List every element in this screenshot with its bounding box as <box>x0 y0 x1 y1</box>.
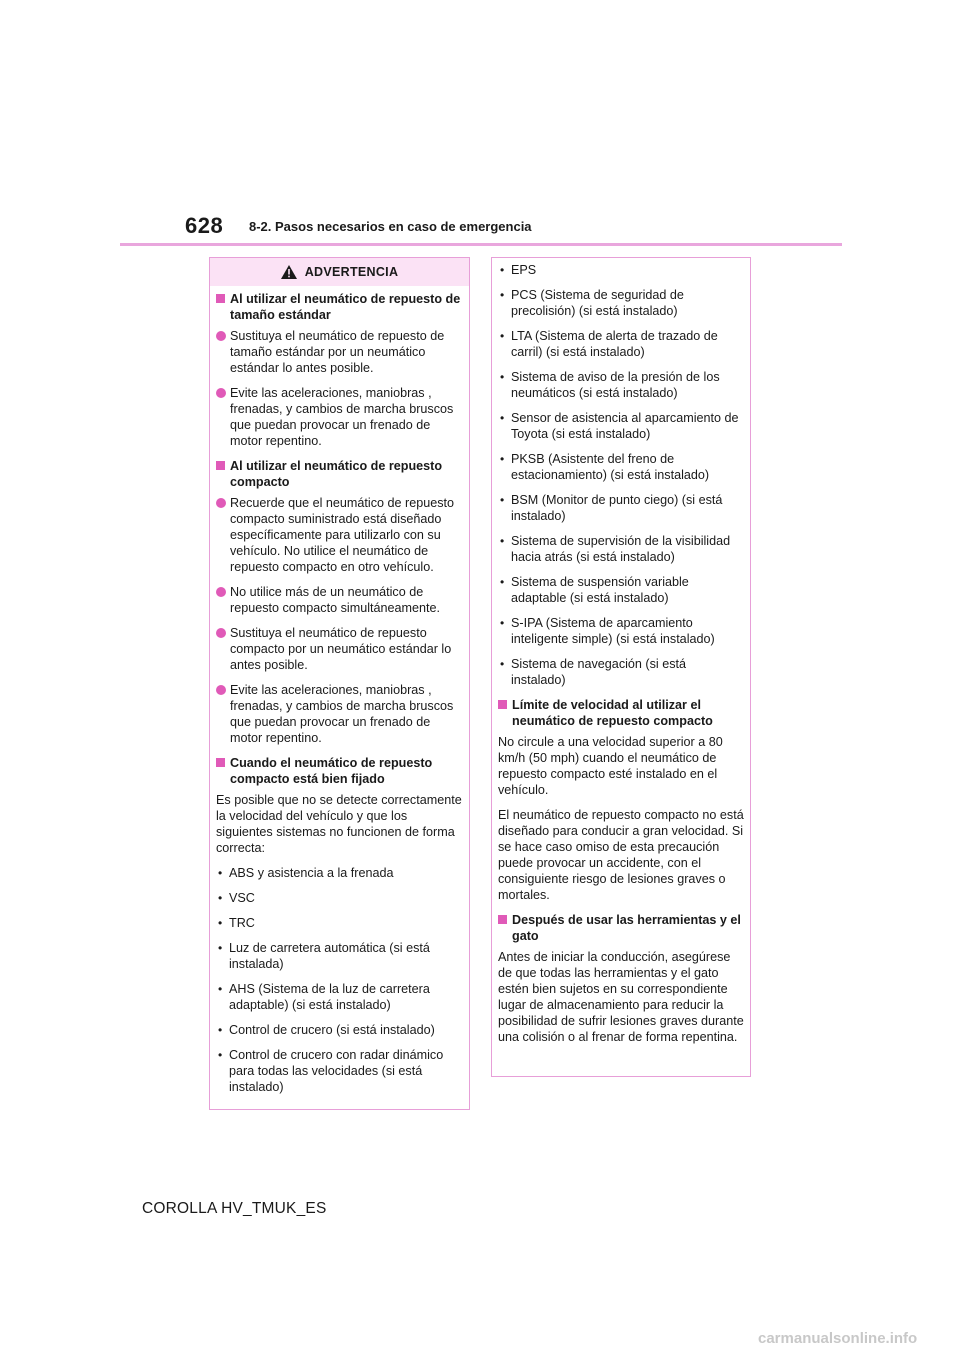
circle-item <box>216 682 463 746</box>
circle-item <box>216 584 463 616</box>
circle-text: Sustituya el neumático de repuesto compacto por un neumático estándar lo antes posible. <box>230 626 452 672</box>
warning-body-left <box>210 286 469 1095</box>
bullet-item <box>498 369 744 401</box>
bullet-item <box>498 656 744 688</box>
para-text: No circule a una velocidad superior a 80 km/h (50 mph) cuando el neumático de repuesto compacto esté instalado en el vehículo. <box>498 735 723 797</box>
bullet-icon: • <box>500 411 505 425</box>
bullet-icon: • <box>218 1023 223 1037</box>
paragraph <box>498 734 744 798</box>
square-marker-icon <box>216 461 225 470</box>
bullet-icon: • <box>218 891 223 905</box>
bullet-item <box>216 981 463 1013</box>
bullet-icon: • <box>500 575 505 589</box>
bullet-item <box>498 287 744 319</box>
bullet-text: Sistema de aviso de la presión de los neumáticos (si está instalado) <box>511 370 720 400</box>
bullet-icon: • <box>500 616 505 630</box>
circle-item <box>216 495 463 575</box>
circle-marker-icon <box>216 388 226 398</box>
bullet-icon: • <box>500 493 505 507</box>
bullet-icon: • <box>500 370 505 384</box>
warning-header <box>210 258 469 286</box>
bullet-text: VSC <box>229 891 255 905</box>
bullet-icon: • <box>500 534 505 548</box>
paragraph <box>498 807 744 903</box>
footer-model: COROLLA HV_TMUK_ES <box>142 1200 327 1217</box>
bullet-item <box>216 1047 463 1095</box>
section-heading <box>216 755 463 787</box>
bullet-icon: • <box>218 1048 223 1062</box>
bullet-text: EPS <box>511 263 537 277</box>
heading-text: Límite de velocidad al utilizar el neumático de repuesto compacto <box>512 698 713 728</box>
bullet-text: BSM (Monitor de punto ciego) (si está instalado) <box>511 493 723 523</box>
square-marker-icon <box>216 758 225 767</box>
bullet-item <box>216 915 463 931</box>
warning-body-right <box>492 258 750 1045</box>
section-heading <box>216 291 463 323</box>
heading-text: Después de usar las herramientas y el gato <box>512 913 741 943</box>
bullet-icon: • <box>500 452 505 466</box>
header-rule <box>120 243 842 246</box>
section-heading <box>498 697 744 729</box>
circle-text: Recuerde que el neumático de repuesto compacto suministrado está diseñado específicamente para utilizarlo con su vehículo. No utilice el neumático de repuesto compacto en otro vehículo. <box>230 496 455 574</box>
bullet-icon: • <box>500 263 505 277</box>
bullet-text: Control de crucero (si está instalado) <box>229 1023 435 1037</box>
bullet-icon: • <box>500 657 505 671</box>
bullet-item <box>216 1022 463 1038</box>
bullet-icon: • <box>500 329 505 343</box>
warning-box-right <box>491 257 751 1077</box>
heading-text: Cuando el neumático de repuesto compacto está bien fijado <box>230 756 433 786</box>
bullet-item <box>216 865 463 881</box>
bullet-icon: • <box>218 941 223 955</box>
bullet-item <box>498 451 744 483</box>
bullet-item <box>498 533 744 565</box>
bullet-icon: • <box>218 982 223 996</box>
section-title: 8-2. Pasos necesarios en caso de emergencia <box>249 219 532 234</box>
bullet-text: PKSB (Asistente del freno de estacionamiento) (si está instalado) <box>511 452 710 482</box>
bullet-item <box>498 328 744 360</box>
bullet-text: Sistema de navegación (si está instalado) <box>511 657 687 687</box>
watermark: carmanualsonline.info <box>758 1330 918 1347</box>
bullet-text: Sensor de asistencia al aparcamiento de Toyota (si está instalado) <box>511 411 739 441</box>
circle-item <box>216 625 463 673</box>
para-text: El neumático de repuesto compacto no está diseñado para conducir a gran velocidad. Si se hace caso omiso de esta precaución puede provocar un accidente, con el consiguiente riesgo de lesiones graves o mortales. <box>498 808 744 902</box>
section-heading <box>216 458 463 490</box>
square-marker-icon <box>498 915 507 924</box>
bullet-text: Luz de carretera automática (si está instalada) <box>229 941 430 971</box>
circle-text: No utilice más de un neumático de repuesto compacto simultáneamente. <box>230 585 441 615</box>
bullet-text: S-IPA (Sistema de aparcamiento inteligente simple) (si está instalado) <box>511 616 715 646</box>
heading-text: Al utilizar el neumático de repuesto compacto <box>230 459 443 489</box>
bullet-text: Control de crucero con radar dinámico para todas las velocidades (si está instalado) <box>229 1048 444 1094</box>
bullet-text: Sistema de supervisión de la visibilidad hacia atrás (si está instalado) <box>511 534 731 564</box>
bullet-text: Sistema de suspensión variable adaptable (si está instalado) <box>511 575 689 605</box>
bullet-icon: • <box>218 916 223 930</box>
section-heading <box>498 912 744 944</box>
para-text: Es posible que no se detecte correctamente la velocidad del vehículo y que los siguientes sistemas no funcionen de forma correcta: <box>216 793 462 855</box>
circle-text: Evite las aceleraciones, maniobras , frenadas, y cambios de marcha bruscos que puedan provocar un frenado de motor repentino. <box>230 386 454 448</box>
paragraph <box>498 949 744 1045</box>
warning-triangle-icon <box>281 265 297 279</box>
bullet-icon: • <box>500 288 505 302</box>
warning-title: ADVERTENCIA <box>304 265 399 279</box>
circle-marker-icon <box>216 587 226 597</box>
page-number: 628 <box>185 213 224 238</box>
circle-marker-icon <box>216 331 226 341</box>
circle-marker-icon <box>216 628 226 638</box>
bullet-text: AHS (Sistema de la luz de carretera adaptable) (si está instalado) <box>229 982 430 1012</box>
bullet-text: TRC <box>229 916 255 930</box>
bullet-text: LTA (Sistema de alerta de trazado de carril) (si está instalado) <box>511 329 718 359</box>
circle-text: Sustituya el neumático de repuesto de tamaño estándar por un neumático estándar lo antes posible. <box>230 329 445 375</box>
bullet-icon: • <box>218 866 223 880</box>
square-marker-icon <box>216 294 225 303</box>
warning-box-left <box>209 257 470 1110</box>
paragraph <box>216 792 463 856</box>
bullet-text: ABS y asistencia a la frenada <box>229 866 394 880</box>
bullet-text: PCS (Sistema de seguridad de precolisión) (si está instalado) <box>511 288 684 318</box>
heading-text: Al utilizar el neumático de repuesto de tamaño estándar <box>230 292 461 322</box>
bullet-item <box>498 574 744 606</box>
bullet-item <box>216 940 463 972</box>
square-marker-icon <box>498 700 507 709</box>
circle-marker-icon <box>216 498 226 508</box>
bullet-item <box>498 615 744 647</box>
circle-item <box>216 385 463 449</box>
circle-text: Evite las aceleraciones, maniobras , frenadas, y cambios de marcha bruscos que puedan provocar un frenado de motor repentino. <box>230 683 454 745</box>
circle-marker-icon <box>216 685 226 695</box>
para-text: Antes de iniciar la conducción, asegúrese de que todas las herramientas y el gato estén bien sujetos en su correspondiente lugar de almacenamiento para reducir la posibilidad de sufrir lesiones graves durante una colisión o al frenar de forma repentina. <box>498 950 744 1044</box>
circle-item <box>216 328 463 376</box>
bullet-item <box>216 890 463 906</box>
bullet-item <box>498 262 744 278</box>
bullet-item <box>498 492 744 524</box>
bullet-item <box>498 410 744 442</box>
